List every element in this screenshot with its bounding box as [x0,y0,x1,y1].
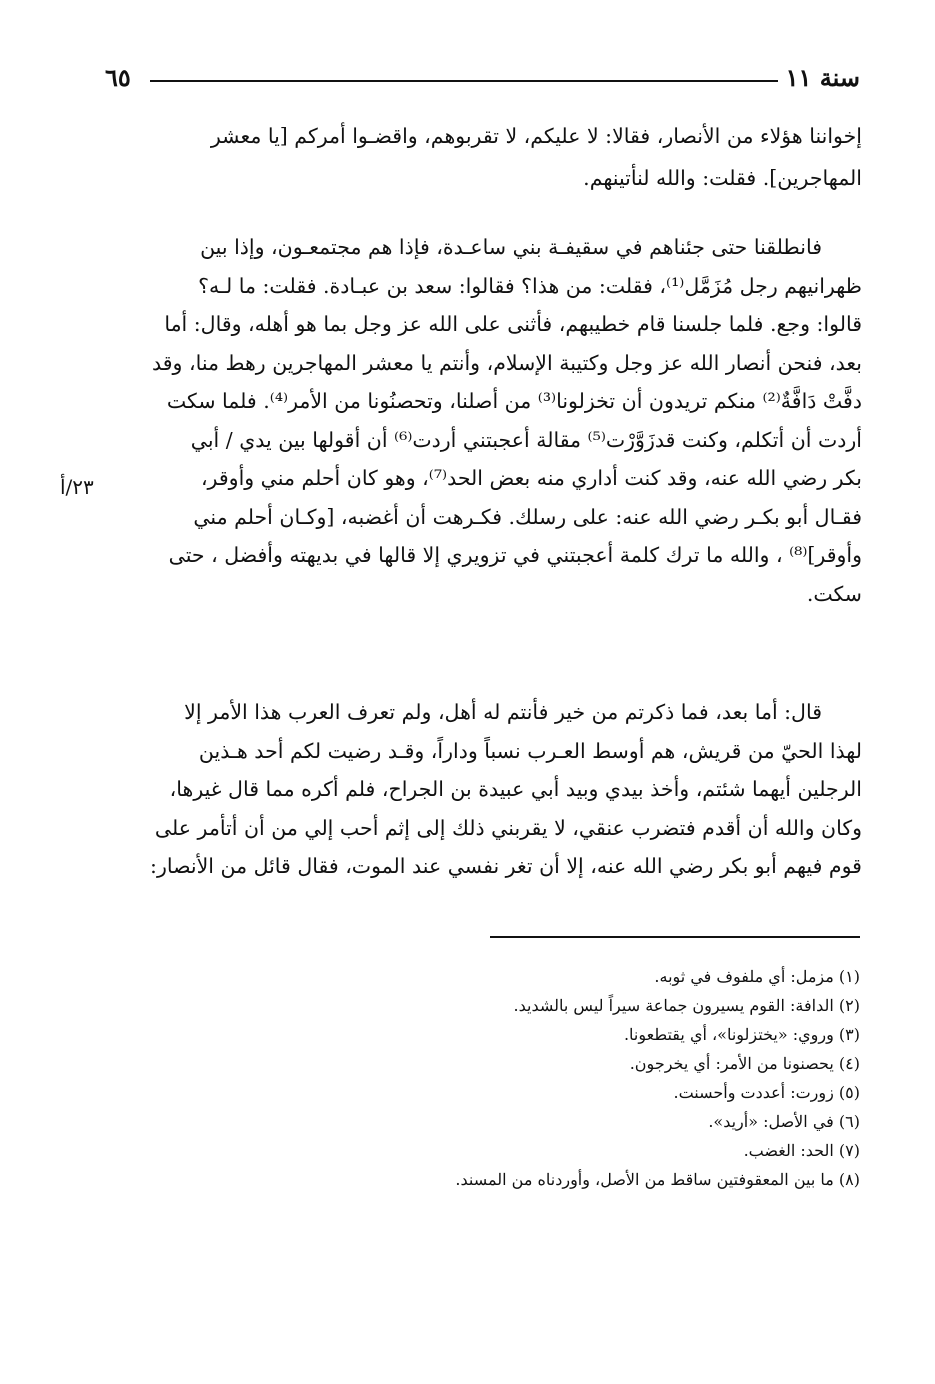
text-line: سكت. [806,581,862,606]
text-line: المهاجرين]. فقلت: والله لنأتينهم. [583,166,862,190]
text-line: لهذا الحيّ من قريش، هم أوسط العـرب نسباً وداراً، وقـد رضيت لكم أحد هـذين [198,738,862,763]
text-line: قال: أما بعد، فما ذكرتم من خير فأنتم له أهل، ولم تعرف العرب هذا الأمر إلا [184,700,822,724]
header-year-label: سنة ١١ [785,63,860,92]
header-rule [150,80,778,82]
footnotes [300,962,860,1194]
margin-reference: ٢٣/أ [60,475,94,499]
text-line: وكان والله أن أقدم فتضرب عنقي، لا يقربني ذلك إلى إثم أحب إلي من أن أتأمر على [154,815,862,840]
text-line: فقـال أبو بكـر رضي الله عنه: على رسلك. فكـرهت أن أغضبه، [وكـان أحلم مني [193,504,862,529]
text-line: بعد، فنحن أنصار الله عز وجل وكتيبة الإسلام، وأنتم يا معشر المهاجرين رهط منا، وقد [151,350,862,375]
footnote: (٦) في الأصل: «أريد». [708,1112,860,1131]
paragraph-2 [112,228,862,613]
text-line: قوم فيهم أبو بكر رضي الله عنه، إلا أن تغر نفسي عند الموت، فقال قائل من الأنصار: [150,854,862,878]
footnote: (٥) زورت: أعددت وأحسنت. [673,1083,860,1102]
paragraph-3 [112,693,862,886]
text-line: دفَّتْ دَافَّةٌ⁽²⁾ منكم تريدون أن تخزلونا⁽³⁾ من أصلنا، وتحصنُونا من الأمر⁽⁴⁾. فلما سكت [166,389,862,413]
text-line: فانطلقنا حتى جئناهم في سقيفـة بني ساعـدة، فإذا هم مجتمعـون، وإذا بين [200,235,822,259]
text-line: وأوقر]⁽⁸⁾ ، والله ما ترك كلمة أعجبتني في تزويري إلا قالها في بديهته وأفضل ، حتى [168,543,862,567]
text-line: ظهرانيهم رجل مُزَمَّل⁽¹⁾، فقلت: من هذا؟ فقالوا: سعد بن عبـادة. فقلت: ما لـه؟ [198,273,862,298]
footnote: (١) مزمل: أي ملفوف في ثوبه. [654,967,860,986]
footnote: (٣) وروي: «يختزلونا»، أي يقتطعونا. [623,1025,860,1044]
text-line: الرجلين أيهما شئتم، وأخذ بيدي وبيد أبي عبيدة بن الجراح، فلم أكره مما قال غيرها، [169,777,862,801]
running-header [105,58,860,98]
footnote-separator [490,936,860,938]
footnote: (٨) ما بين المعقوفتين ساقط من الأصل، وأوردناه من المسند. [455,1170,860,1189]
paragraph-1 [112,115,862,199]
text-line: إخواننا هؤلاء من الأنصار، فقالا: لا عليكم، لا تقربوهم، واقضـوا أمركم [يا معشر [210,124,862,148]
page-number: ٦٥ [105,63,131,92]
footnote: (٢) الدافة: القوم يسيرون جماعة سيراً ليس بالشديد. [513,996,860,1015]
footnote: (٧) الحد: الغضب. [743,1141,860,1160]
text-line: قالوا: وجع. فلما جلسنا قام خطيبهم، فأثنى على الله عز وجل بما هو أهله، وقال: أما [164,312,862,336]
text-line: أردت أن أتكلم، وكنت قدزَوَّرْت⁽⁵⁾ مقالة أعجبتني أردت⁽⁶⁾ أن أقولها بين يدي / أبي [190,427,862,452]
footnote: (٤) يحصنونا من الأمر: أي يخرجون. [629,1054,860,1073]
text-line: بكر رضي الله عنه، وقد كنت أداري منه بعض الحد⁽⁷⁾، وهو كان أحلم مني وأوقر، [200,466,862,490]
